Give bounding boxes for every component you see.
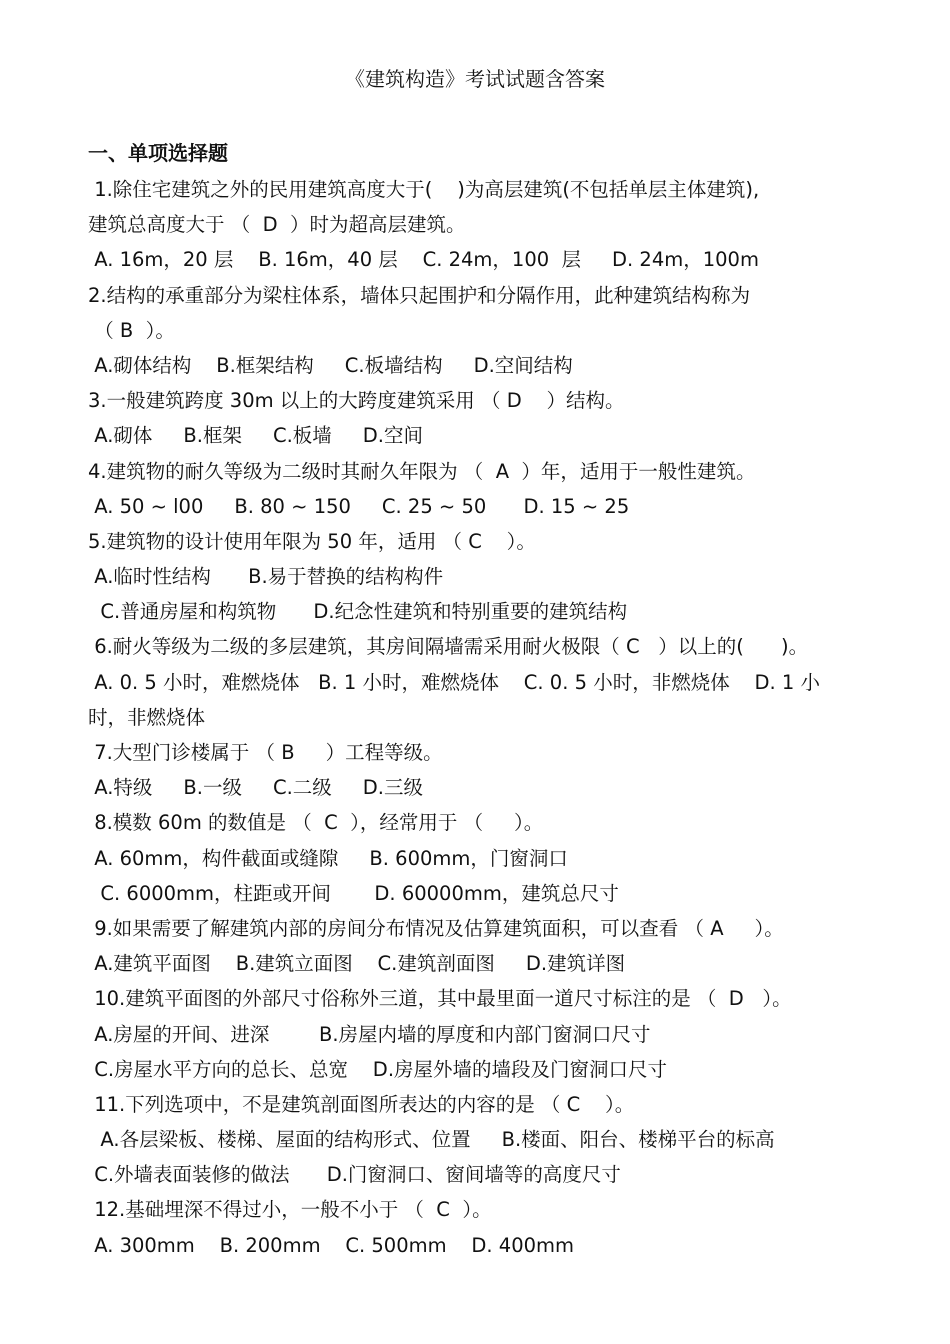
question-8-options-2: C. 6000mm，柱距或开间 D. 60000mm，建筑总尺寸: [88, 881, 619, 905]
question-7-line-1: 7.大型门诊楼属于 （ B ）工程等级。: [88, 741, 443, 764]
question-10-options-2: C.房屋水平方向的总长、总宽 D.房屋外墙的墙段及门窗洞口尺寸: [88, 1057, 668, 1081]
question-1-line-1: 1.除住宅建筑之外的民用建筑高度大于( )为高层建筑(不包括单层主体建筑),: [88, 178, 760, 201]
question-4-options: A. 50 ~ l00 B. 80 ~ 150 C. 25 ~ 50 D. 15 ~ 25: [88, 494, 630, 518]
question-9-options: A.建筑平面图 B.建筑立面图 C.建筑剖面图 D.建筑详图: [88, 952, 626, 976]
question-11-options-2: C.外墙表面装修的做法 D.门窗洞口、窗间墙等的高度尺寸: [88, 1163, 621, 1187]
question-5-options-1: A.临时性结构 B.易于替换的结构构件: [88, 565, 444, 589]
section-heading: 一、单项选择题: [88, 141, 228, 165]
question-2-line-1: 2.结构的承重部分为梁柱体系，墙体只起围护和分隔作用，此种建筑结构称为: [88, 283, 751, 307]
question-9-line-1: 9.如果需要了解建筑内部的房间分布情况及估算建筑面积，可以查看 （ A ）。: [88, 916, 784, 940]
question-4-line-1: 4.建筑物的耐久等级为二级时其耐久年限为 （ A ）年，适用于一般性建筑。: [88, 459, 756, 483]
question-1-options: A. 16m，20 层 B. 16m，40 层 C. 24m，100 层 D. 24m，100m: [88, 248, 759, 272]
question-6-options-1: A. 0. 5 小时，难燃烧体 B. 1 小时，难燃烧体 C. 0. 5 小时，非燃烧体 D. 1 小: [88, 670, 821, 694]
question-10-line-1: 10.建筑平面图的外部尺寸俗称外三道，其中最里面一道尺寸标注的是 （ D ）。: [88, 987, 792, 1011]
question-10-options-1: A.房屋的开间、进深 B.房屋内墙的厚度和内部门窗洞口尺寸: [88, 1022, 651, 1046]
question-1-line-2: 建筑总高度大于 （ D ）时为超高层建筑。: [88, 213, 466, 237]
question-3-line-1: 3.一般建筑跨度 30m 以上的大跨度建筑采用 （ D ）结构。: [88, 389, 625, 413]
question-12-options: A. 300mm B. 200mm C. 500mm D. 400mm: [88, 1233, 575, 1257]
question-7-options: A.特级 B.一级 C.二级 D.三级: [88, 776, 423, 800]
question-8-line-1: 8.模数 60m 的数值是 （ C ），经常用于 （ ）。: [88, 811, 544, 835]
question-5-options-2: C.普通房屋和构筑物 D.纪念性建筑和特别重要的建筑结构: [88, 600, 628, 624]
question-8-options-1: A. 60mm，构件截面或缝隙 B. 600mm，门窗洞口: [88, 846, 568, 870]
question-5-line-1: 5.建筑物的设计使用年限为 50 年，适用 （ C ）。: [88, 529, 536, 553]
question-6-options-2: 时，非燃烧体: [88, 705, 206, 729]
question-list: [88, 172, 878, 1263]
question-11-options-1: A.各层梁板、楼梯、屋面的结构形式、位置 B.楼面、阳台、楼梯平台的标高: [88, 1128, 775, 1152]
question-12-line-1: 12.基础埋深不得过小，一般不小于 （ C ）。: [88, 1198, 492, 1222]
question-2-line-2: （ B ）。: [88, 318, 175, 342]
question-11-line-1: 11.下列选项中，不是建筑剖面图所表达的内容的是 （ C ）。: [88, 1092, 635, 1116]
question-3-options: A.砌体 B.框架 C.板墙 D.空间: [88, 424, 423, 448]
document-title: 《建筑构造》考试试题含答案: [345, 67, 605, 91]
question-6-line-1: 6.耐火等级为二级的多层建筑，其房间隔墙需采用耐火极限（ C ）以上的( )。: [88, 635, 809, 659]
question-2-options: A.砌体结构 B.框架结构 C.板墙结构 D.空间结构: [88, 353, 573, 377]
